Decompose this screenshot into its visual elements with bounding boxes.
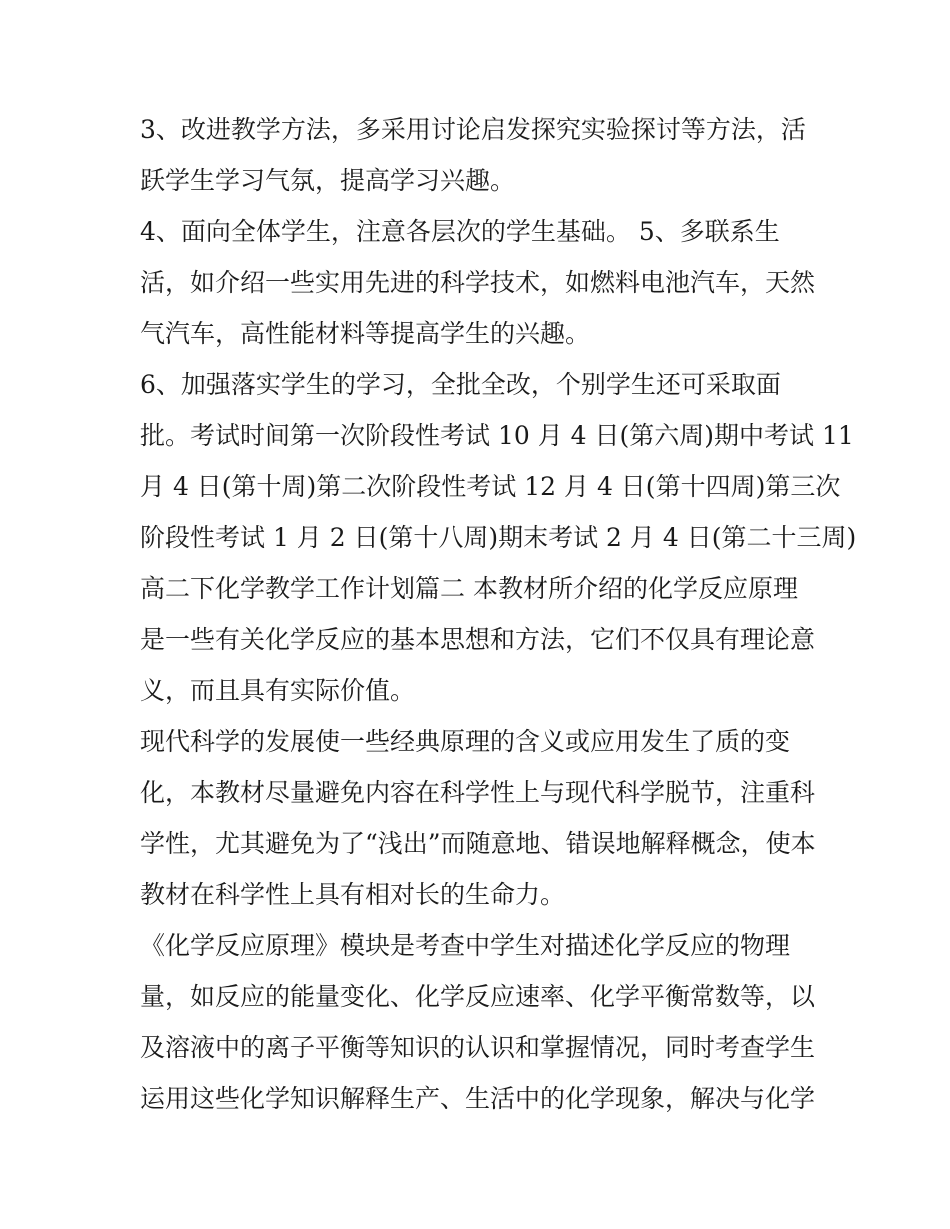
text-line: 6、加强落实学生的学习，全批全改，个别学生还可采取面 — [140, 370, 781, 399]
text-line: 活，如介绍一些实用先进的科学技术，如燃料电池汽车，天然 — [140, 268, 816, 297]
text-line: 及溶液中的离子平衡等知识的认识和掌握情况，同时考查学生 — [140, 1033, 816, 1062]
text-line: 4、面向全体学生，注意各层次的学生基础。 5、多联系生 — [140, 217, 780, 246]
text-line: 现代科学的发展使一些经典原理的含义或应用发生了质的变 — [140, 727, 791, 756]
text-line: 高二下化学教学工作计划篇二 本教材所介绍的化学反应原理 — [140, 574, 798, 603]
text-line: 跃学生学习气氛，提高学习兴趣。 — [140, 166, 516, 195]
text-line: 教材在科学性上具有相对长的生命力。 — [140, 880, 566, 909]
text-line: 化，本教材尽量避免内容在科学性上与现代科学脱节，注重科 — [140, 778, 816, 807]
text-line: 运用这些化学知识解释生产、生活中的化学现象，解决与化学 — [140, 1084, 816, 1113]
text-line: 气汽车，高性能材料等提高学生的兴趣。 — [140, 319, 591, 348]
text-line: 月 4 日(第十周)第二次阶段性考试 12 月 4 日(第十四周)第三次 — [140, 472, 841, 501]
body-text — [140, 104, 857, 1124]
text-line: 《化学反应原理》模块是考查中学生对描述化学反应的物理 — [140, 931, 791, 960]
text-line: 阶段性考试 1 月 2 日(第十八周)期末考试 2 月 4 日(第二十三周) — [140, 523, 857, 552]
text-line: 是一些有关化学反应的基本思想和方法，它们不仅具有理论意 — [140, 625, 816, 654]
text-line: 量，如反应的能量变化、化学反应速率、化学平衡常数等，以 — [140, 982, 816, 1011]
text-line: 3、改进教学方法，多采用讨论启发探究实验探讨等方法，活 — [140, 115, 806, 144]
text-line: 学性，尤其避免为了“浅出”而随意地、错误地解释概念，使本 — [140, 829, 816, 858]
text-line: 义，而且具有实际价值。 — [140, 676, 416, 705]
text-line: 批。考试时间第一次阶段性考试 10 月 4 日(第六周)期中考试 11 — [140, 421, 854, 450]
